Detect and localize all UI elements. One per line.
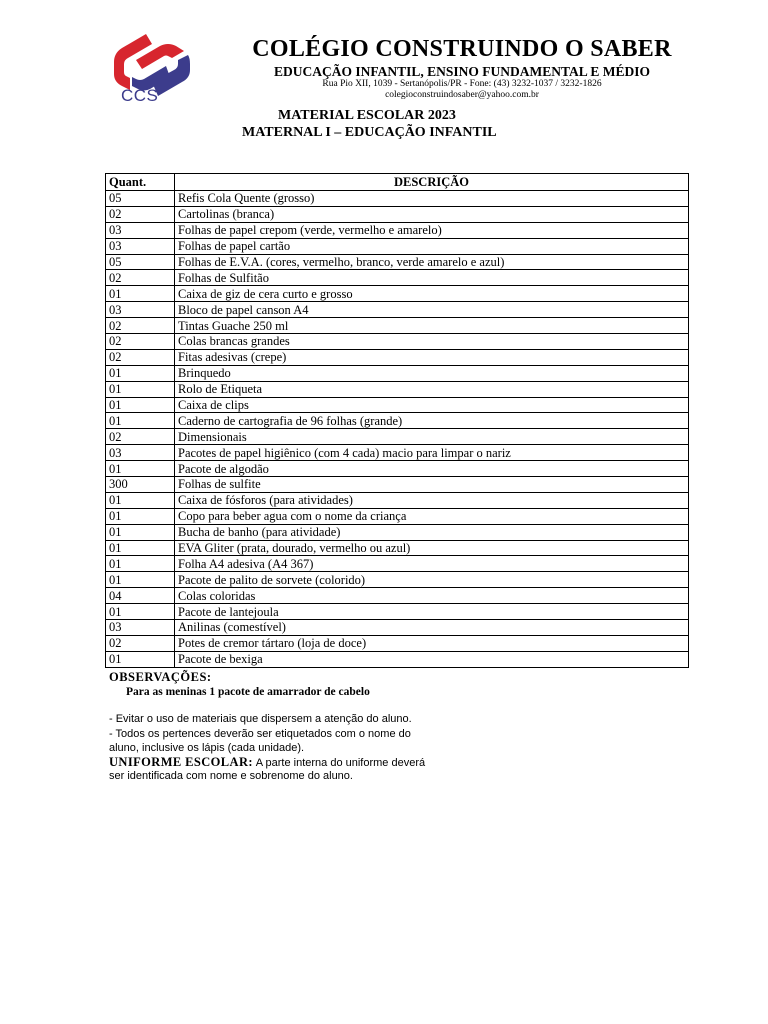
quantity-cell: 01 [106,413,175,429]
table-row [106,302,689,318]
description-header: DESCRIÇÃO [175,174,689,191]
uniform-text-continued: ser identificada com nome e sobrenome do aluno. [109,770,353,782]
description-cell: Folhas de papel crepom (verde, vermelho e amarelo) [175,222,689,238]
table-row [106,556,689,572]
description-cell: Colas brancas grandes [175,334,689,350]
quantity-cell: 03 [106,238,175,254]
description-cell: Folhas de E.V.A. (cores, vermelho, branco, verde amarelo e azul) [175,254,689,270]
description-cell: Caderno de cartografia de 96 folhas (grande) [175,413,689,429]
table-body [106,191,689,668]
quantity-cell: 03 [106,445,175,461]
uniform-note [109,755,425,770]
description-cell: Copo para beber agua com o nome da criança [175,508,689,524]
observation-girls: Para as meninas 1 pacote de amarrador de cabelo [126,686,370,698]
table-header-row [106,174,689,191]
table-row [106,191,689,207]
table-row [106,286,689,302]
quantity-cell: 01 [106,461,175,477]
table-row [106,381,689,397]
table-row [106,429,689,445]
quantity-cell: 02 [106,318,175,334]
description-cell: Pacote de bexiga [175,651,689,667]
quantity-cell: 05 [106,191,175,207]
table-row [106,540,689,556]
quantity-header: Quant. [106,174,175,191]
material-table [105,173,689,668]
description-cell: Folhas de Sulfitão [175,270,689,286]
description-cell: Cartolinas (branca) [175,206,689,222]
document-subtitle: MATERNAL I – EDUCAÇÃO INFANTIL [242,125,497,140]
description-cell: Tintas Guache 250 ml [175,318,689,334]
quantity-cell: 01 [106,604,175,620]
table-row [106,445,689,461]
document-title: MATERIAL ESCOLAR 2023 [278,108,456,123]
description-cell: Folhas de papel cartão [175,238,689,254]
quantity-cell: 01 [106,572,175,588]
quantity-cell: 01 [106,397,175,413]
quantity-cell: 01 [106,365,175,381]
table-row [106,572,689,588]
description-cell: Caixa de giz de cera curto e grosso [175,286,689,302]
uniform-text: A parte interna do uniforme deverá [255,757,426,769]
description-cell: Bucha de banho (para atividade) [175,524,689,540]
table-row [106,254,689,270]
description-cell: Folha A4 adesiva (A4 367) [175,556,689,572]
table-row [106,492,689,508]
quantity-cell: 03 [106,302,175,318]
quantity-cell: 300 [106,477,175,493]
quantity-cell: 01 [106,524,175,540]
quantity-cell: 02 [106,206,175,222]
note-line: aluno, inclusive os lápis (cada unidade). [109,742,305,754]
quantity-cell: 02 [106,334,175,350]
description-cell: EVA Gliter (prata, dourado, vermelho ou azul) [175,540,689,556]
quantity-cell: 03 [106,620,175,636]
table-row [106,604,689,620]
quantity-cell: 04 [106,588,175,604]
table-row [106,635,689,651]
table-row [106,508,689,524]
table-row [106,222,689,238]
table-row [106,270,689,286]
quantity-cell: 01 [106,651,175,667]
description-cell: Dimensionais [175,429,689,445]
table-row [106,620,689,636]
quantity-cell: 05 [106,254,175,270]
description-cell: Pacotes de papel higiênico (com 4 cada) macio para limpar o nariz [175,445,689,461]
note-line: - Evitar o uso de materiais que dispersem a atenção do aluno. [109,713,412,725]
note-line: - Todos os pertences deverão ser etiquetados com o nome do [109,728,411,740]
quantity-cell: 02 [106,635,175,651]
quantity-cell: 01 [106,540,175,556]
quantity-cell: 01 [106,556,175,572]
quantity-cell: 01 [106,508,175,524]
quantity-cell: 02 [106,270,175,286]
description-cell: Caixa de fósforos (para atividades) [175,492,689,508]
table-row [106,651,689,667]
table-row [106,588,689,604]
table-row [106,413,689,429]
observations-heading: OBSERVAÇÕES: [109,670,212,684]
description-cell: Bloco de papel canson A4 [175,302,689,318]
table-row [106,238,689,254]
table-row [106,349,689,365]
description-cell: Caixa de clips [175,397,689,413]
description-cell: Pacote de algodão [175,461,689,477]
description-cell: Potes de cremor tártaro (loja de doce) [175,635,689,651]
description-cell: Brinquedo [175,365,689,381]
description-cell: Pacote de lantejoula [175,604,689,620]
quantity-cell: 02 [106,349,175,365]
table-row [106,524,689,540]
uniform-label: UNIFORME ESCOLAR: [109,755,253,769]
description-cell: Folhas de sulfite [175,477,689,493]
description-cell: Colas coloridas [175,588,689,604]
quantity-cell: 01 [106,492,175,508]
table-row [106,397,689,413]
quantity-cell: 02 [106,429,175,445]
table-row [106,206,689,222]
quantity-cell: 01 [106,286,175,302]
school-name: COLÉGIO CONSTRUINDO O SABER [252,36,672,62]
school-email: colegioconstruindosaber@yahoo.com.br [385,90,539,100]
school-levels: EDUCAÇÃO INFANTIL, ENSINO FUNDAMENTAL E MÉDIO [273,64,651,79]
description-cell: Refis Cola Quente (grosso) [175,191,689,207]
description-cell: Fitas adesivas (crepe) [175,349,689,365]
description-cell: Anilinas (comestível) [175,620,689,636]
quantity-cell: 01 [106,381,175,397]
school-address: Rua Pio XII, 1039 - Sertanópolis/PR - Fone: (43) 3232-1037 / 3232-1826 [322,79,602,89]
description-cell: Pacote de palito de sorvete (colorido) [175,572,689,588]
logo-text: CCS [121,86,159,105]
description-cell: Rolo de Etiqueta [175,381,689,397]
quantity-cell: 03 [106,222,175,238]
table-row [106,365,689,381]
table-row [106,477,689,493]
table-row [106,461,689,477]
table-row [106,318,689,334]
table-row [106,334,689,350]
